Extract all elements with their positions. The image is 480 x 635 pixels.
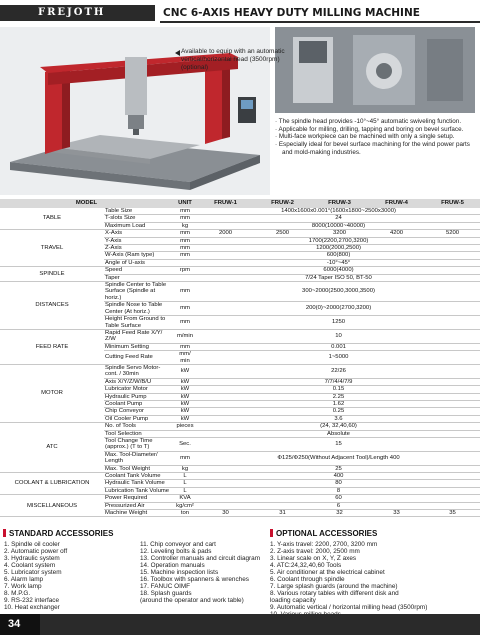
header-model: MODEL: [0, 199, 173, 208]
spec-item: Power Required: [105, 495, 148, 502]
list-item: 7. Work lamp: [4, 583, 42, 590]
spec-value: 8: [336, 487, 341, 494]
spec-item: Speed: [105, 267, 123, 274]
list-item: 1. Spindle oil cooler: [4, 541, 60, 548]
list-item: 16. Toolbox with spanners & wrenches: [140, 576, 249, 583]
spec-item: Spindle Servo Motor- cont. / 30min: [105, 364, 161, 378]
spec-group-label: TRAVEL: [40, 245, 64, 252]
spec-unit: mm: [180, 305, 190, 312]
spec-unit: rpm: [179, 267, 191, 274]
spec-value: 15: [335, 441, 342, 448]
table-row: [0, 282, 480, 302]
table-row: [0, 495, 480, 502]
spec-item: Hydraulic Pump: [105, 393, 147, 400]
table-row: [0, 267, 480, 274]
spec-unit: kg/cm²: [176, 502, 194, 509]
spec-unit: mm/ min: [179, 351, 191, 364]
list-item: 3. Linear scale on X, Y, Z axes: [270, 555, 357, 562]
header-model-col: FRUW-5: [425, 199, 480, 208]
spec-body: [0, 208, 480, 517]
list-item: 3. Hydraulic system: [4, 555, 60, 562]
spec-item: No. of Tools: [105, 423, 136, 430]
spec-item: Tool Change Time (approx.) (T to T): [105, 438, 153, 451]
spec-item: Lubrication Tank Volume: [105, 487, 170, 494]
spec-value: (24, 32,40,60): [320, 423, 357, 430]
pointer-arrow-icon: [175, 50, 180, 56]
spec-value: 7/7/4/4/7/9: [324, 378, 353, 385]
standard-list-col2: [140, 541, 268, 604]
spec-group-label: FEED RATE: [35, 343, 69, 350]
spec-group-label: MOTOR: [41, 390, 63, 397]
table-row: [0, 364, 480, 378]
spec-value: 35: [449, 510, 456, 517]
spec-value: 80: [335, 480, 342, 487]
spec-unit: ton: [180, 510, 190, 517]
optional-accessories-heading: [270, 529, 377, 539]
list-item: 4. ATC:24,32,40,60 Tools: [270, 562, 342, 569]
standard-accessories-title: STANDARD ACCESSORIES: [9, 529, 114, 538]
spec-value: 0.001: [331, 343, 346, 350]
spec-unit: kg: [181, 465, 189, 472]
header-model-col: FRUW-4: [368, 199, 425, 208]
list-item: 14. Operation manuals: [140, 562, 205, 569]
spec-item: Height From Ground to Table Surface: [105, 316, 166, 329]
spec-unit: m/min: [176, 333, 194, 340]
feature-list: [275, 118, 475, 157]
spec-header-row: [0, 199, 480, 208]
spec-value: 32: [336, 510, 343, 517]
header-model-col: FRUW-2: [254, 199, 311, 208]
standard-accessories-heading: [3, 529, 113, 539]
list-item: 2. Z-axis travel: 2000, 2500 mm: [270, 548, 360, 555]
header-model-col: FRUW-1: [197, 199, 254, 208]
list-item: 15. Machine inspection lists: [140, 569, 219, 576]
spec-unit: mm: [180, 319, 190, 326]
spec-value: 1~5000: [328, 354, 349, 361]
spec-value: 8000(10000~40000): [311, 222, 366, 229]
image-note: Available to equip with an automatic vertical/horizontal head (3500rpm) (optional): [181, 48, 285, 71]
list-item: 9. Automatic vertical / horizontal milling head (3500rpm): [270, 604, 428, 611]
spec-unit: kW: [180, 400, 190, 407]
spec-unit: kW: [180, 415, 190, 422]
list-item: 6. Coolant through spindle: [270, 576, 345, 583]
feature-item: · Applicable for milling, drilling, tapping and boring on bevel surface.: [275, 125, 464, 133]
spec-unit: mm: [180, 343, 190, 350]
spec-unit: kW: [180, 368, 190, 375]
spec-value: 1.62: [332, 400, 345, 407]
spec-value: -10°~45°: [326, 259, 351, 266]
spec-unit: mm: [180, 215, 190, 222]
spec-item: Coolant Pump: [105, 400, 143, 407]
spec-unit: mm: [180, 245, 190, 252]
spec-value: 0.15: [332, 386, 345, 393]
spec-value: Φ125/Φ250(Without Adjacent Tool)/Length 400: [277, 455, 400, 462]
spec-value: 2500: [275, 230, 290, 237]
spec-unit: mm: [180, 252, 190, 259]
spec-value: 6: [336, 502, 341, 509]
spec-item: Spindle Nose to Table Center (At horiz.): [105, 302, 163, 315]
spec-item: Minimum Setting: [105, 343, 149, 350]
list-item: 4. Coolant system: [4, 562, 56, 569]
spec-item: X-Axis: [105, 230, 123, 237]
spec-item: T-slots Size: [105, 215, 136, 222]
spec-unit: [173, 274, 197, 281]
section-marker: [270, 529, 273, 537]
spec-item: Cutting Feed Rate: [105, 354, 153, 361]
spec-unit: KVA: [179, 495, 191, 502]
spec-value: 2.25: [332, 393, 345, 400]
page-number: 34: [8, 618, 21, 630]
list-item: 10. Heat exchanger: [4, 604, 60, 611]
spec-item: Tool Selection: [105, 430, 142, 437]
spec-value: 10: [335, 333, 342, 340]
spec-value: 33: [393, 510, 400, 517]
spec-item: W-Axis (Ram type): [105, 252, 155, 259]
spec-item: Maximum Load: [105, 222, 146, 229]
spec-item: Machine Weight: [105, 510, 148, 517]
spec-item: Lubricator Motor: [105, 386, 148, 393]
spec-value: 4200: [389, 230, 404, 237]
list-item: 6. Alarm lamp: [4, 576, 44, 583]
spec-item: Max. Tool-Diameter/ Length: [105, 451, 158, 465]
spec-item: Hydraulic Tank Volume: [105, 480, 165, 487]
spec-value: 24: [335, 215, 342, 222]
spec-value: 6000(4000): [323, 267, 354, 274]
feature-item: · The spindle head provides -10°~45° automatic swiveling function.: [275, 118, 462, 125]
optional-accessories-title: OPTIONAL ACCESSORIES: [276, 529, 378, 538]
table-row: [0, 473, 480, 480]
spec-unit: mm: [180, 455, 190, 462]
page-title: CNC 6-AXIS HEAVY DUTY MILLING MACHINE: [163, 7, 420, 19]
spec-unit: mm: [180, 288, 190, 295]
list-item: 5. Air conditioner at the electrical cabinet: [270, 569, 385, 576]
list-item: 8. Various rotary tables with different disk and: [270, 590, 399, 597]
spec-value: 1200(2000,2500): [316, 245, 361, 252]
spec-group-label: ATC: [46, 444, 58, 451]
spindle-head-photo: [275, 27, 475, 113]
spec-item: Taper: [105, 274, 120, 281]
spec-value: Absolute: [327, 430, 350, 437]
spec-item: Pressurized Air: [105, 502, 145, 509]
list-item: 11. Chip conveyor and cart: [140, 541, 216, 548]
spec-unit: kW: [180, 408, 190, 415]
spec-value: 3.6: [334, 415, 343, 422]
optional-list: [270, 541, 478, 618]
header-model-col: FRUW-3: [311, 199, 368, 208]
standard-list-col1: [4, 541, 139, 611]
list-item: 1. Y-axis travel: 2200, 2700, 3200 mm: [270, 541, 378, 548]
spec-value: 7/24 Taper ISO 50, BT-50: [305, 274, 372, 281]
spec-value: 1400x1600x0.001°(1600x1800~2500x3000): [281, 208, 396, 214]
spec-unit: mm: [180, 237, 190, 244]
spec-item: Angle of U-axis: [105, 259, 145, 266]
spec-item: Max. Tool Weight: [105, 465, 150, 472]
list-item: 17. FANUC OIMF: [140, 583, 191, 590]
spec-group-label: MISCELLANEOUS: [26, 502, 78, 509]
spec-value: 400: [333, 473, 344, 480]
list-item: 7. Large splash guards (around the machine): [270, 583, 398, 590]
spec-value: 0.25: [332, 408, 345, 415]
spec-table: [0, 199, 480, 517]
section-marker: [3, 529, 6, 537]
list-item: loading capacity: [270, 597, 316, 604]
list-item: 8. M.P.G.: [4, 590, 31, 597]
list-item: (around the operator and work table): [140, 597, 244, 604]
list-item: 13. Controller manuals and circuit diagram: [140, 555, 261, 562]
spec-value: 300~2000(2500,3000,3500): [302, 288, 375, 295]
spec-item: Table Size: [105, 208, 133, 214]
brand-logo: FREJOTH: [38, 7, 106, 18]
spec-item: Axis X/Y/Z/W/B/U: [105, 378, 152, 385]
spec-value: 200(0)~2000(2700,3200): [305, 305, 372, 312]
spec-value: 1700(2200,2700,3200): [308, 237, 369, 244]
table-row: [0, 230, 480, 237]
spec-value: 25: [335, 465, 342, 472]
spec-unit: kg: [181, 222, 189, 229]
spec-unit: Sec.: [179, 441, 191, 448]
title-underline: [160, 21, 480, 23]
spec-unit: L: [183, 473, 187, 480]
spec-group-label: TABLE: [42, 215, 62, 222]
spec-unit: L: [183, 480, 187, 487]
spec-unit: pieces: [176, 423, 194, 430]
spec-value: 31: [279, 510, 286, 517]
spec-group-label: COOLANT & LUBRICATION: [14, 480, 90, 487]
spec-item: Spindle Center to Table Surface (Spindle at horiz.): [105, 282, 167, 301]
spec-value: 60: [335, 495, 342, 502]
spec-unit: [173, 259, 197, 266]
spec-value: 3200: [332, 230, 347, 237]
feature-item: · Multi-face workpiece can be machined with only a single setup.: [275, 133, 455, 141]
table-row: [0, 329, 480, 343]
spec-value: 30: [222, 510, 229, 517]
list-item: 9. RS-232 interface: [4, 597, 60, 604]
spec-value: 5200: [445, 230, 460, 237]
header-unit: UNIT: [173, 199, 197, 208]
list-item: 2. Automatic power off: [4, 548, 68, 555]
page-footer-bar: [0, 614, 480, 635]
spec-value: 2000: [218, 230, 233, 237]
spec-value: 22/26: [331, 368, 346, 375]
spec-value: 1250: [331, 319, 346, 326]
list-item: 5. Lubricator system: [4, 569, 62, 576]
spec-item: Z-Axis: [105, 245, 122, 252]
spec-value: 600(800): [326, 252, 351, 259]
table-row: [0, 423, 480, 430]
spec-item: Chip Conveyor: [105, 408, 144, 415]
spec-unit: mm: [180, 208, 190, 214]
spec-item: Oil Cooler Pump: [105, 415, 149, 422]
spec-unit: L: [183, 487, 187, 494]
spec-unit: kW: [180, 386, 190, 393]
spec-unit: kW: [180, 393, 190, 400]
spec-group-label: SPINDLE: [39, 270, 65, 277]
spec-unit: kW: [180, 378, 190, 385]
table-row: [0, 208, 480, 215]
feature-item: · Especially ideal for bevel surface machining for the wind power parts and mold-making industries.: [275, 141, 470, 156]
spec-item: Y-Axis: [105, 237, 122, 244]
spec-unit: [173, 430, 197, 437]
spec-group-label: DISTANCES: [35, 302, 69, 309]
spec-item: Rapid Feed Rate X/Y/ Z/W: [105, 329, 163, 343]
list-item: 12. Leveling bolts & pads: [140, 548, 212, 555]
spec-item: Coolant Tank Volume: [105, 473, 161, 480]
spec-unit: mm: [180, 230, 190, 237]
list-item: 18. Splash guards: [140, 590, 192, 597]
